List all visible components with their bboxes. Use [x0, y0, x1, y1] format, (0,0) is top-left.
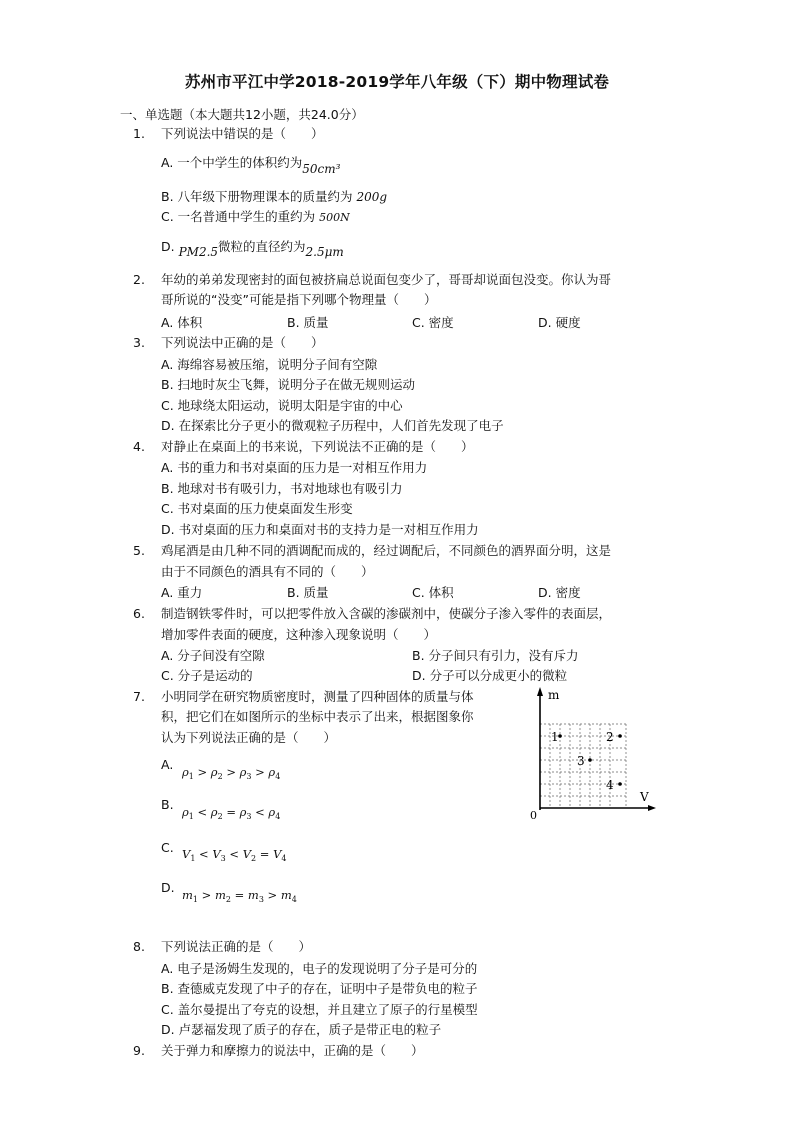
data-point-4	[606, 778, 622, 792]
option-b: B. 质量	[287, 315, 329, 330]
option-formula: $\rho_1 < \rho_2 = \rho_3 < \rho_4$	[182, 805, 281, 821]
question-stem: 对静止在桌面上的书来说，下列说法不正确的是（ ）	[161, 439, 474, 454]
option-label: D.	[161, 239, 179, 254]
question-number: 6.	[133, 606, 145, 621]
option-b: B. 查德威克发现了中子的存在，证明中子是带负电的粒子	[161, 981, 478, 996]
y-axis-arrow-icon	[537, 687, 543, 696]
option-d: D. 硬度	[538, 315, 581, 330]
option-d	[161, 880, 297, 904]
origin-label: 0	[530, 809, 537, 822]
section-heading: 一、单选题（本大题共12小题，共24.0分）	[120, 107, 364, 122]
point-label: 4	[606, 778, 614, 792]
option-d: D. 分子可以分成更小的微粒	[412, 668, 568, 683]
question-number: 4.	[133, 439, 145, 454]
option-a: A. 书的重力和书对桌面的压力是一对相互作用力	[161, 460, 428, 475]
point-label: 3	[577, 754, 585, 768]
option-label: C.	[161, 840, 174, 855]
question-stem-line: 增加零件表面的硬度，这种渗入现象说明（ ）	[161, 627, 437, 642]
option-label: B.	[161, 797, 174, 812]
option-c: C. 地球绕太阳运动，说明太阳是宇宙的中心	[161, 398, 403, 413]
point-label: 1	[551, 730, 559, 744]
option-c: C. 盖尔曼提出了夸克的设想，并且建立了原子的行星模型	[161, 1002, 478, 1017]
question-stem-line: 由于不同颜色的酒具有不同的（ ）	[161, 564, 374, 579]
question-stem-line: 鸡尾酒是由几种不同的酒调配而成的，经过调配后，不同颜色的酒界面分明，这是	[161, 543, 612, 558]
x-axis-arrow-icon	[648, 805, 656, 811]
option-d	[161, 237, 344, 259]
question-stem-line: 哥所说的“没变”可能是指下列哪个物理量（ ）	[161, 292, 437, 307]
option-c: C. 密度	[412, 315, 454, 330]
option-text: C. 一名普通中学生的重约为	[161, 209, 320, 224]
question-number: 9.	[133, 1043, 145, 1058]
question-number: 3.	[133, 335, 145, 350]
mass-volume-graph	[522, 682, 672, 822]
option-d: D. 书对桌面的压力和桌面对书的支持力是一对相互作用力	[161, 522, 479, 537]
option-d: D. 卢瑟福发现了质子的存在，质子是带正电的粒子	[161, 1022, 442, 1037]
option-b: B. 扫地时灰尘飞舞，说明分子在做无规则运动	[161, 377, 416, 392]
option-d: D. 在探索比分子更小的微观粒子历程中，人们首先发现了电子	[161, 418, 504, 433]
question-number: 8.	[133, 939, 145, 954]
question-stem-line: 积，把它们在如图所示的坐标中表示了出来，根据图象你	[161, 709, 474, 724]
point-marker	[618, 782, 622, 786]
option-text: B. 八年级下册物理课本的质量约为	[161, 189, 357, 204]
option-formula: $\rho_1 > \rho_2 > \rho_3 > \rho_4$	[182, 765, 281, 781]
question-stem: 下列说法中错误的是（ ）	[161, 126, 324, 141]
option-a: A. 分子间没有空隙	[161, 648, 265, 663]
option-c: C. 分子是运动的	[161, 668, 253, 683]
option-formula: $V_1 < V_3 < V_2 = V_4$	[182, 847, 287, 863]
option-d: D. 密度	[538, 585, 581, 600]
option-b: B. 质量	[287, 585, 329, 600]
option-text: A. 一个中学生的体积约为	[161, 155, 303, 170]
option-a: A. 海绵容易被压缩，说明分子间有空隙	[161, 357, 378, 372]
y-axis-label: m	[548, 688, 560, 702]
question-stem: 下列说法中正确的是（ ）	[161, 335, 324, 350]
data-point-2	[606, 730, 622, 744]
option-b	[161, 187, 387, 205]
option-c	[161, 207, 350, 225]
option-b: B. 地球对书有吸引力，书对地球也有吸引力	[161, 481, 403, 496]
question-number: 2.	[133, 272, 145, 287]
option-label: A.	[161, 757, 174, 772]
page-title: 苏州市平江中学2018-2019学年八年级（下）期中物理试卷	[184, 73, 610, 91]
point-label: 2	[606, 730, 614, 744]
option-b: B. 分子间只有引力，没有斥力	[412, 648, 579, 663]
option-a	[161, 757, 281, 781]
option-a: A. 重力	[161, 585, 203, 600]
option-math: PM2.5	[178, 245, 219, 259]
question-number: 1.	[133, 126, 145, 141]
question-stem-line: 制造钢铁零件时，可以把零件放入含碳的渗碳剂中，使碳分子渗入零件的表面层，	[161, 606, 612, 621]
question-number: 7.	[133, 689, 145, 704]
option-c: C. 书对桌面的压力使桌面发生形变	[161, 501, 353, 516]
question-number: 5.	[133, 543, 145, 558]
option-b	[161, 797, 281, 821]
point-marker	[558, 734, 562, 738]
option-label: D.	[161, 880, 175, 895]
data-point-3	[577, 754, 592, 768]
option-a: A. 电子是汤姆生发现的，电子的发现说明了分子是可分的	[161, 961, 478, 976]
point-marker	[588, 758, 592, 762]
option-c	[161, 840, 287, 863]
option-math: 2.5μm	[305, 245, 344, 259]
question-stem: 关于弹力和摩擦力的说法中，正确的是（ ）	[161, 1043, 424, 1058]
question-stem-line: 认为下列说法正确的是（ ）	[161, 730, 337, 745]
x-axis-label: V	[640, 790, 649, 804]
option-a: A. 体积	[161, 315, 203, 330]
option-c: C. 体积	[412, 585, 454, 600]
option-math: 500N	[319, 211, 350, 224]
option-math: 50cm³	[302, 162, 341, 176]
option-a	[161, 153, 341, 176]
question-stem-line: 小明同学在研究物质密度时，测量了四种固体的质量与体	[161, 689, 474, 704]
option-math: 200g	[356, 190, 388, 204]
point-marker	[618, 734, 622, 738]
question-stem: 下列说法正确的是（ ）	[161, 939, 312, 954]
question-stem-line: 年幼的弟弟发现密封的面包被挤扁总说面包变少了，哥哥却说面包没变。你认为哥	[161, 272, 612, 287]
option-text: 微粒的直径约为	[218, 239, 306, 254]
option-formula: $m_1 > m_2 = m_3 > m_4$	[182, 888, 297, 904]
